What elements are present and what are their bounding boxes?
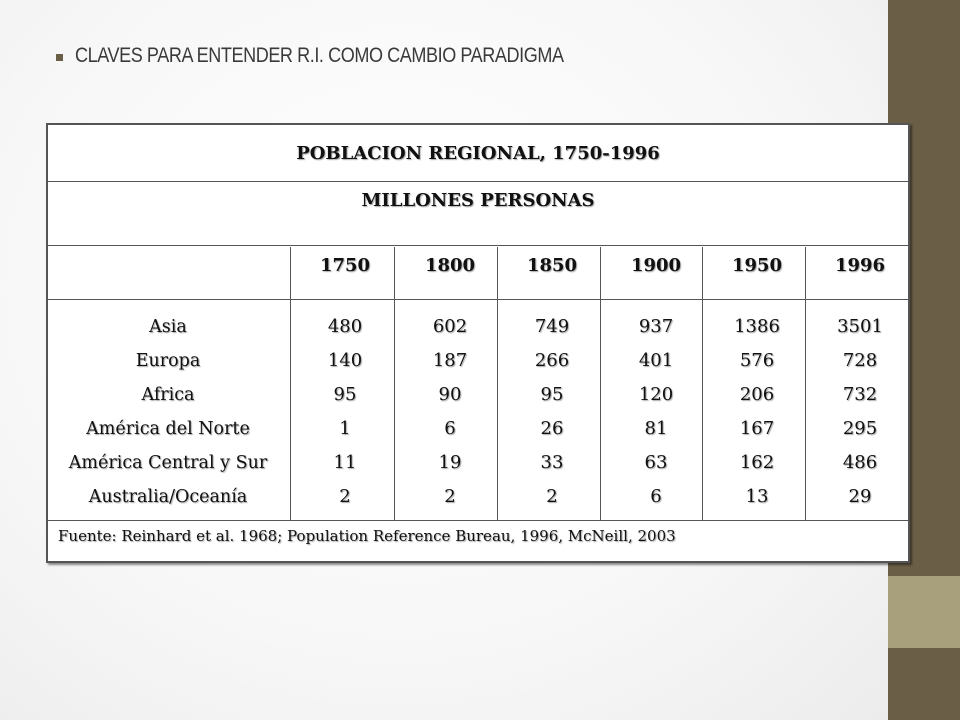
value-column-1900 bbox=[604, 310, 708, 514]
region-column bbox=[48, 310, 288, 514]
region-label: Australia/Oceanía bbox=[88, 487, 248, 507]
value-column-1996 bbox=[808, 310, 912, 514]
square-bullet-icon bbox=[56, 54, 63, 61]
value-column-1850 bbox=[500, 310, 604, 514]
year-header-row bbox=[48, 247, 908, 300]
table-cell: 206 bbox=[739, 384, 775, 405]
column-divider bbox=[394, 247, 395, 521]
table-cell: 2 bbox=[339, 486, 351, 507]
column-divider bbox=[290, 247, 291, 521]
year-header-1996: 1996 bbox=[834, 255, 886, 276]
table-cell: 480 bbox=[327, 316, 363, 337]
population-table bbox=[46, 123, 910, 563]
table-cell: 1 bbox=[339, 418, 351, 439]
table-cell: 3501 bbox=[837, 316, 883, 337]
table-cell: 728 bbox=[842, 350, 878, 371]
column-divider bbox=[805, 247, 806, 521]
region-label: América Central y Sur bbox=[68, 453, 268, 473]
table-cell: 13 bbox=[745, 486, 769, 507]
table-cell: 63 bbox=[644, 452, 668, 473]
table-cell: 401 bbox=[638, 350, 674, 371]
table-cell: 602 bbox=[432, 316, 468, 337]
value-column-1800 bbox=[398, 310, 502, 514]
value-column-1950 bbox=[705, 310, 809, 514]
table-cell: 1386 bbox=[734, 316, 780, 337]
table-cell: 95 bbox=[333, 384, 357, 405]
table-subtitle: MILLONES PERSONAS bbox=[48, 182, 908, 246]
table-cell: 120 bbox=[638, 384, 674, 405]
slide-header bbox=[56, 36, 643, 76]
table-cell: 2 bbox=[546, 486, 558, 507]
year-header-1900: 1900 bbox=[630, 255, 682, 276]
column-divider bbox=[497, 247, 498, 521]
table-cell: 26 bbox=[540, 418, 564, 439]
table-cell: 167 bbox=[739, 418, 775, 439]
column-divider bbox=[600, 247, 601, 521]
year-header-1750: 1750 bbox=[319, 255, 371, 276]
table-cell: 140 bbox=[327, 350, 363, 371]
table-cell: 937 bbox=[638, 316, 674, 337]
table-cell: 187 bbox=[432, 350, 468, 371]
table-cell: 19 bbox=[438, 452, 462, 473]
table-cell: 732 bbox=[842, 384, 878, 405]
table-cell: 749 bbox=[534, 316, 570, 337]
year-header-1950: 1950 bbox=[731, 255, 783, 276]
region-label: Africa bbox=[141, 385, 195, 405]
table-cell: 486 bbox=[842, 452, 878, 473]
table-cell: 95 bbox=[540, 384, 564, 405]
region-label: América del Norte bbox=[86, 419, 250, 439]
side-band-middle bbox=[888, 576, 960, 648]
slide-title: CLAVES PARA ENTENDER R.I. COMO CAMBIO PARADIGMA bbox=[75, 44, 564, 67]
table-cell: 6 bbox=[444, 418, 456, 439]
column-divider bbox=[702, 247, 703, 521]
side-band-bottom bbox=[888, 648, 960, 720]
table-source-note: Fuente: Reinhard et al. 1968; Population Reference Bureau, 1996, McNeill, 2003 bbox=[58, 527, 676, 545]
table-cell: 29 bbox=[848, 486, 872, 507]
region-label: Asia bbox=[149, 317, 187, 337]
table-cell: 6 bbox=[650, 486, 662, 507]
table-cell: 81 bbox=[644, 418, 668, 439]
table-cell: 90 bbox=[438, 384, 462, 405]
table-cell: 33 bbox=[540, 452, 564, 473]
region-label: Europa bbox=[135, 351, 201, 371]
year-header-1800: 1800 bbox=[424, 255, 476, 276]
table-title: POBLACION REGIONAL, 1750-1996 bbox=[48, 125, 908, 182]
table-cell: 11 bbox=[333, 452, 357, 473]
year-header-1850: 1850 bbox=[526, 255, 578, 276]
table-cell: 2 bbox=[444, 486, 456, 507]
table-cell: 295 bbox=[842, 418, 878, 439]
table-cell: 266 bbox=[534, 350, 570, 371]
data-body-row bbox=[48, 300, 908, 521]
table-cell: 576 bbox=[739, 350, 775, 371]
table-cell: 162 bbox=[739, 452, 775, 473]
value-column-1750 bbox=[293, 310, 397, 514]
